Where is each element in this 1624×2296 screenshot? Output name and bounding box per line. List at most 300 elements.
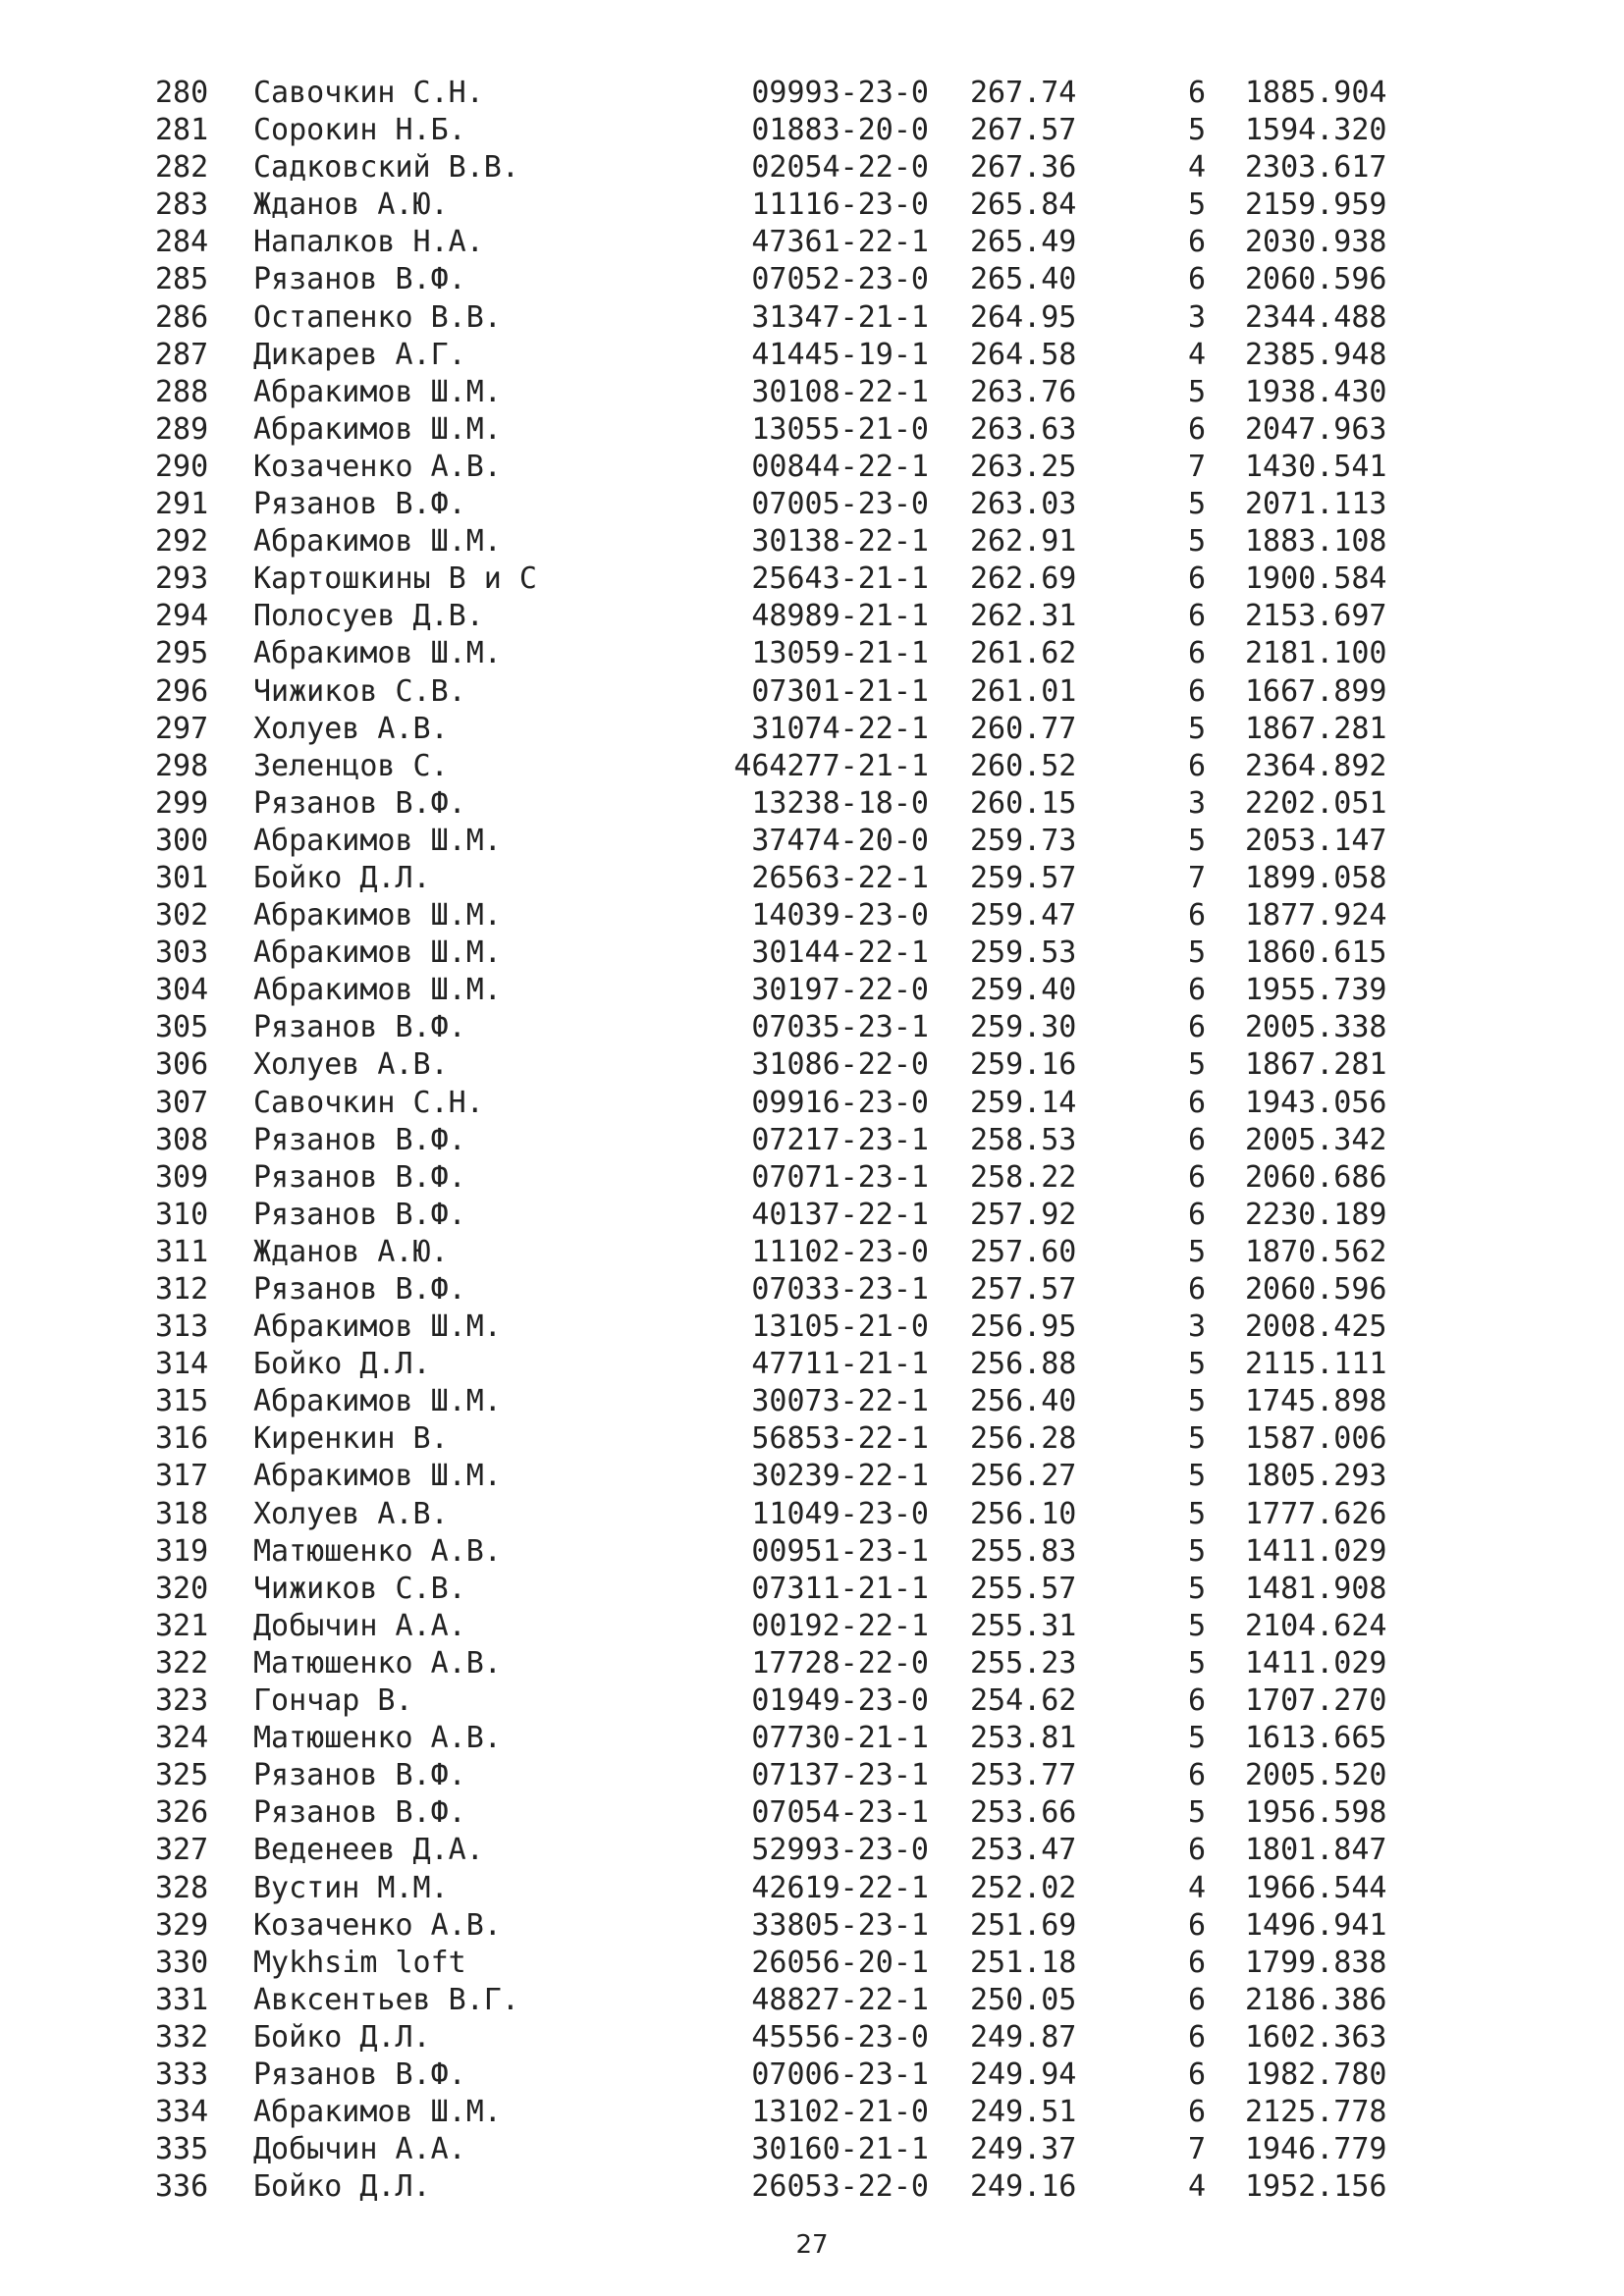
id-cell: 07005-23-0 [751, 487, 929, 522]
id-cell: 07730-21-1 [751, 1721, 929, 1756]
value-cell: 2303.617 [1245, 150, 1387, 186]
value-cell: 2202.051 [1245, 785, 1387, 821]
score-cell: 256.88 [970, 1347, 1077, 1382]
name-cell: Зеленцов С. [253, 748, 449, 783]
count-cell: 5 [1188, 1645, 1207, 1681]
score-cell: 267.57 [970, 113, 1077, 148]
rank-cell: 299 [155, 785, 209, 821]
count-cell: 4 [1188, 2169, 1207, 2205]
rank-cell: 306 [155, 1047, 209, 1083]
id-cell: 01883-20-0 [751, 113, 929, 148]
value-cell: 2005.520 [1245, 1758, 1387, 1793]
value-cell: 1777.626 [1245, 1496, 1387, 1531]
name-cell: Картошкины В и С [253, 561, 537, 597]
value-cell: 1956.598 [1245, 1795, 1387, 1831]
name-cell: Бойко Д.Л. [253, 860, 431, 895]
rank-cell: 310 [155, 1197, 209, 1232]
count-cell: 5 [1188, 1421, 1207, 1457]
id-cell: 13102-21-0 [751, 2095, 929, 2130]
id-cell: 07071-23-1 [751, 1159, 929, 1195]
table-row [0, 598, 1624, 635]
value-cell: 1602.363 [1245, 2019, 1387, 2055]
rank-cell: 315 [155, 1384, 209, 1419]
name-cell: Абракимов Ш.М. [253, 524, 502, 560]
value-cell: 1946.779 [1245, 2132, 1387, 2167]
name-cell: Абракимов Ш.М. [253, 1309, 502, 1345]
count-cell: 6 [1188, 561, 1207, 597]
id-cell: 45556-23-0 [751, 2019, 929, 2055]
id-cell: 30108-22-1 [751, 374, 929, 409]
count-cell: 6 [1188, 1085, 1207, 1120]
table-row [0, 187, 1624, 224]
id-cell: 26563-22-1 [751, 860, 929, 895]
rank-cell: 282 [155, 150, 209, 186]
id-cell: 30197-22-0 [751, 973, 929, 1008]
table-row [0, 1757, 1624, 1794]
score-cell: 256.95 [970, 1309, 1077, 1345]
id-cell: 31347-21-1 [751, 299, 929, 335]
rank-cell: 305 [155, 1010, 209, 1045]
name-cell: Сорокин Н.Б. [253, 113, 466, 148]
rank-cell: 334 [155, 2095, 209, 2130]
name-cell: Чижиков С.В. [253, 673, 466, 709]
table-row [0, 1608, 1624, 1645]
score-cell: 260.52 [970, 748, 1077, 783]
table-row [0, 934, 1624, 972]
name-cell: Бойко Д.Л. [253, 1347, 431, 1382]
rank-cell: 333 [155, 2056, 209, 2092]
score-cell: 249.51 [970, 2095, 1077, 2130]
id-cell: 26056-20-1 [751, 1945, 929, 1980]
name-cell: Абракимов Ш.М. [253, 1459, 502, 1494]
value-cell: 2008.425 [1245, 1309, 1387, 1345]
table-row [0, 1009, 1624, 1046]
rank-cell: 284 [155, 225, 209, 260]
score-cell: 253.66 [970, 1795, 1077, 1831]
id-cell: 11116-23-0 [751, 187, 929, 223]
name-cell: Холуев А.В. [253, 1496, 449, 1531]
count-cell: 6 [1188, 636, 1207, 671]
score-cell: 251.18 [970, 1945, 1077, 1980]
table-row [0, 1420, 1624, 1458]
score-cell: 259.73 [970, 823, 1077, 858]
name-cell: Жданов А.Ю. [253, 1234, 449, 1269]
name-cell: Вустин М.М. [253, 1870, 449, 1905]
id-cell: 00844-22-1 [751, 449, 929, 484]
count-cell: 7 [1188, 449, 1207, 484]
id-cell: 07006-23-1 [751, 2056, 929, 2092]
results-table [0, 75, 1624, 2206]
table-row [0, 823, 1624, 860]
table-row [0, 2131, 1624, 2168]
count-cell: 6 [1188, 1122, 1207, 1157]
count-cell: 6 [1188, 2056, 1207, 2092]
score-cell: 262.91 [970, 524, 1077, 560]
value-cell: 1877.924 [1245, 898, 1387, 934]
count-cell: 5 [1188, 935, 1207, 971]
count-cell: 5 [1188, 524, 1207, 560]
table-row [0, 1458, 1624, 1495]
value-cell: 2159.959 [1245, 187, 1387, 223]
value-cell: 2364.892 [1245, 748, 1387, 783]
table-row [0, 860, 1624, 897]
name-cell: Рязанов В.Ф. [253, 785, 466, 821]
value-cell: 2230.189 [1245, 1197, 1387, 1232]
value-cell: 1667.899 [1245, 673, 1387, 709]
id-cell: 30160-21-1 [751, 2132, 929, 2167]
id-cell: 48827-22-1 [751, 1982, 929, 2017]
table-row [0, 897, 1624, 934]
score-cell: 255.57 [970, 1571, 1077, 1606]
rank-cell: 304 [155, 973, 209, 1008]
id-cell: 13238-18-0 [751, 785, 929, 821]
score-cell: 255.23 [970, 1645, 1077, 1681]
table-row [0, 561, 1624, 598]
rank-cell: 283 [155, 187, 209, 223]
score-cell: 257.92 [970, 1197, 1077, 1232]
id-cell: 13055-21-0 [751, 411, 929, 447]
score-cell: 256.28 [970, 1421, 1077, 1457]
value-cell: 1952.156 [1245, 2169, 1387, 2205]
rank-cell: 316 [155, 1421, 209, 1457]
count-cell: 5 [1188, 1533, 1207, 1569]
count-cell: 6 [1188, 1945, 1207, 1980]
count-cell: 6 [1188, 1758, 1207, 1793]
score-cell: 257.57 [970, 1272, 1077, 1307]
table-row [0, 261, 1624, 298]
table-row [0, 1197, 1624, 1234]
score-cell: 259.47 [970, 898, 1077, 934]
value-cell: 1411.029 [1245, 1645, 1387, 1681]
name-cell: Холуев А.В. [253, 1047, 449, 1083]
table-row [0, 1496, 1624, 1533]
name-cell: Mykhsim loft [253, 1945, 466, 1980]
count-cell: 6 [1188, 411, 1207, 447]
table-row [0, 1945, 1624, 1982]
count-cell: 6 [1188, 2019, 1207, 2055]
name-cell: Абракимов Ш.М. [253, 973, 502, 1008]
value-cell: 1594.320 [1245, 113, 1387, 148]
rank-cell: 313 [155, 1309, 209, 1345]
name-cell: Остапенко В.В. [253, 299, 502, 335]
table-row [0, 1571, 1624, 1608]
id-cell: 41445-19-1 [751, 337, 929, 372]
value-cell: 1745.898 [1245, 1384, 1387, 1419]
rank-cell: 291 [155, 487, 209, 522]
table-row [0, 673, 1624, 711]
table-row [0, 1533, 1624, 1571]
value-cell: 2053.147 [1245, 823, 1387, 858]
value-cell: 1900.584 [1245, 561, 1387, 597]
id-cell: 56853-22-1 [751, 1421, 929, 1457]
name-cell: Веденеев Д.А. [253, 1833, 484, 1868]
score-cell: 253.81 [970, 1721, 1077, 1756]
value-cell: 2060.686 [1245, 1159, 1387, 1195]
table-row [0, 149, 1624, 187]
rank-cell: 312 [155, 1272, 209, 1307]
table-row [0, 1085, 1624, 1122]
count-cell: 7 [1188, 2132, 1207, 2167]
count-cell: 6 [1188, 2095, 1207, 2130]
rank-cell: 289 [155, 411, 209, 447]
value-cell: 1938.430 [1245, 374, 1387, 409]
name-cell: Гончар В. [253, 1683, 413, 1719]
score-cell: 259.14 [970, 1085, 1077, 1120]
rank-cell: 292 [155, 524, 209, 560]
id-cell: 25643-21-1 [751, 561, 929, 597]
name-cell: Абракимов Ш.М. [253, 898, 502, 934]
value-cell: 2125.778 [1245, 2095, 1387, 2130]
name-cell: Рязанов В.Ф. [253, 1122, 466, 1157]
value-cell: 1805.293 [1245, 1459, 1387, 1494]
count-cell: 5 [1188, 374, 1207, 409]
table-row [0, 1982, 1624, 2019]
name-cell: Абракимов Ш.М. [253, 2095, 502, 2130]
name-cell: Рязанов В.Ф. [253, 1197, 466, 1232]
rank-cell: 290 [155, 449, 209, 484]
value-cell: 1587.006 [1245, 1421, 1387, 1457]
count-cell: 5 [1188, 1496, 1207, 1531]
id-cell: 07035-23-1 [751, 1010, 929, 1045]
table-row [0, 449, 1624, 486]
count-cell: 5 [1188, 1047, 1207, 1083]
count-cell: 6 [1188, 1197, 1207, 1232]
value-cell: 1867.281 [1245, 1047, 1387, 1083]
table-row [0, 748, 1624, 785]
table-row [0, 1794, 1624, 1832]
name-cell: Садковский В.В. [253, 150, 519, 186]
value-cell: 2153.697 [1245, 599, 1387, 634]
value-cell: 2047.963 [1245, 411, 1387, 447]
rank-cell: 323 [155, 1683, 209, 1719]
id-cell: 30138-22-1 [751, 524, 929, 560]
id-cell: 31086-22-0 [751, 1047, 929, 1083]
id-cell: 00951-23-1 [751, 1533, 929, 1569]
score-cell: 249.87 [970, 2019, 1077, 2055]
id-cell: 33805-23-1 [751, 1907, 929, 1943]
name-cell: Рязанов В.Ф. [253, 1795, 466, 1831]
id-cell: 11102-23-0 [751, 1234, 929, 1269]
score-cell: 250.05 [970, 1982, 1077, 2017]
name-cell: Чижиков С.В. [253, 1571, 466, 1606]
count-cell: 5 [1188, 1795, 1207, 1831]
id-cell: 42619-22-1 [751, 1870, 929, 1905]
rank-cell: 309 [155, 1159, 209, 1195]
rank-cell: 331 [155, 1982, 209, 2017]
table-row [0, 411, 1624, 449]
score-cell: 259.30 [970, 1010, 1077, 1045]
rank-cell: 303 [155, 935, 209, 971]
value-cell: 1899.058 [1245, 860, 1387, 895]
score-cell: 255.83 [970, 1533, 1077, 1569]
table-row [0, 1383, 1624, 1420]
rank-cell: 302 [155, 898, 209, 934]
count-cell: 5 [1188, 1571, 1207, 1606]
name-cell: Абракимов Ш.М. [253, 823, 502, 858]
id-cell: 48989-21-1 [751, 599, 929, 634]
table-row [0, 1271, 1624, 1308]
id-cell: 07054-23-1 [751, 1795, 929, 1831]
name-cell: Полосуев Д.В. [253, 599, 484, 634]
score-cell: 256.27 [970, 1459, 1077, 1494]
count-cell: 6 [1188, 262, 1207, 297]
score-cell: 265.40 [970, 262, 1077, 297]
id-cell: 26053-22-0 [751, 2169, 929, 2205]
id-cell: 00192-22-1 [751, 1608, 929, 1643]
rank-cell: 307 [155, 1085, 209, 1120]
rank-cell: 326 [155, 1795, 209, 1831]
id-cell: 07137-23-1 [751, 1758, 929, 1793]
rank-cell: 324 [155, 1721, 209, 1756]
count-cell: 3 [1188, 785, 1207, 821]
rank-cell: 308 [155, 1122, 209, 1157]
rank-cell: 280 [155, 76, 209, 110]
rank-cell: 301 [155, 860, 209, 895]
count-cell: 6 [1188, 599, 1207, 634]
value-cell: 2005.338 [1245, 1010, 1387, 1045]
count-cell: 6 [1188, 1010, 1207, 1045]
count-cell: 6 [1188, 225, 1207, 260]
name-cell: Матюшенко А.В. [253, 1645, 502, 1681]
count-cell: 5 [1188, 1384, 1207, 1419]
table-row [0, 224, 1624, 261]
name-cell: Абракимов Ш.М. [253, 411, 502, 447]
score-cell: 249.37 [970, 2132, 1077, 2167]
count-cell: 5 [1188, 113, 1207, 148]
score-cell: 262.69 [970, 561, 1077, 597]
rank-cell: 332 [155, 2019, 209, 2055]
score-cell: 260.77 [970, 711, 1077, 746]
score-cell: 260.15 [970, 785, 1077, 821]
count-cell: 6 [1188, 1683, 1207, 1719]
score-cell: 265.49 [970, 225, 1077, 260]
score-cell: 259.16 [970, 1047, 1077, 1083]
count-cell: 4 [1188, 337, 1207, 372]
value-cell: 1883.108 [1245, 524, 1387, 560]
table-row [0, 1234, 1624, 1271]
id-cell: 13059-21-1 [751, 636, 929, 671]
page-number: 27 [795, 2230, 829, 2260]
rank-cell: 293 [155, 561, 209, 597]
id-cell: 07217-23-1 [751, 1122, 929, 1157]
table-row [0, 1122, 1624, 1159]
rank-cell: 322 [155, 1645, 209, 1681]
name-cell: Бойко Д.Л. [253, 2169, 431, 2205]
name-cell: Козаченко А.В. [253, 449, 502, 484]
name-cell: Савочкин С.Н. [253, 76, 484, 110]
score-cell: 264.95 [970, 299, 1077, 335]
name-cell: Рязанов В.Ф. [253, 1758, 466, 1793]
value-cell: 1707.270 [1245, 1683, 1387, 1719]
score-cell: 264.58 [970, 337, 1077, 372]
count-cell: 5 [1188, 711, 1207, 746]
name-cell: Добычин А.А. [253, 1608, 466, 1643]
score-cell: 253.47 [970, 1833, 1077, 1868]
name-cell: Жданов А.Ю. [253, 187, 449, 223]
count-cell: 5 [1188, 823, 1207, 858]
name-cell: Абракимов Ш.М. [253, 374, 502, 409]
value-cell: 2060.596 [1245, 1272, 1387, 1307]
table-row [0, 2094, 1624, 2131]
rank-cell: 319 [155, 1533, 209, 1569]
table-row [0, 2019, 1624, 2056]
name-cell: Авксентьев В.Г. [253, 1982, 519, 2017]
value-cell: 1885.904 [1245, 76, 1387, 110]
score-cell: 261.62 [970, 636, 1077, 671]
value-cell: 1955.739 [1245, 973, 1387, 1008]
table-row [0, 1046, 1624, 1084]
count-cell: 5 [1188, 1234, 1207, 1269]
count-cell: 5 [1188, 1608, 1207, 1643]
id-cell: 37474-20-0 [751, 823, 929, 858]
id-cell: 31074-22-1 [751, 711, 929, 746]
rank-cell: 285 [155, 262, 209, 297]
rank-cell: 320 [155, 1571, 209, 1606]
rank-cell: 311 [155, 1234, 209, 1269]
value-cell: 1799.838 [1245, 1945, 1387, 1980]
count-cell: 6 [1188, 76, 1207, 110]
id-cell: 09993-23-0 [751, 76, 929, 110]
score-cell: 252.02 [970, 1870, 1077, 1905]
table-row [0, 112, 1624, 149]
id-cell: 09916-23-0 [751, 1085, 929, 1120]
name-cell: Козаченко А.В. [253, 1907, 502, 1943]
table-row [0, 1832, 1624, 1869]
score-cell: 259.57 [970, 860, 1077, 895]
score-cell: 261.01 [970, 673, 1077, 709]
count-cell: 5 [1188, 1721, 1207, 1756]
count-cell: 6 [1188, 1907, 1207, 1943]
value-cell: 2071.113 [1245, 487, 1387, 522]
value-cell: 1867.281 [1245, 711, 1387, 746]
id-cell: 13105-21-0 [751, 1309, 929, 1345]
rank-cell: 300 [155, 823, 209, 858]
value-cell: 2104.624 [1245, 1608, 1387, 1643]
score-cell: 251.69 [970, 1907, 1077, 1943]
score-cell: 257.60 [970, 1234, 1077, 1269]
id-cell: 17728-22-0 [751, 1645, 929, 1681]
score-cell: 258.53 [970, 1122, 1077, 1157]
rank-cell: 318 [155, 1496, 209, 1531]
table-row [0, 1907, 1624, 1945]
rank-cell: 329 [155, 1907, 209, 1943]
value-cell: 1481.908 [1245, 1571, 1387, 1606]
count-cell: 6 [1188, 973, 1207, 1008]
table-row [0, 972, 1624, 1009]
id-cell: 464277-21-1 [733, 748, 929, 783]
rank-cell: 286 [155, 299, 209, 335]
table-row [0, 2056, 1624, 2094]
table-row [0, 1682, 1624, 1720]
rank-cell: 317 [155, 1459, 209, 1494]
id-cell: 47361-22-1 [751, 225, 929, 260]
rank-cell: 336 [155, 2169, 209, 2205]
score-cell: 262.31 [970, 599, 1077, 634]
score-cell: 256.40 [970, 1384, 1077, 1419]
rank-cell: 296 [155, 673, 209, 709]
table-row [0, 1645, 1624, 1682]
rank-cell: 281 [155, 113, 209, 148]
name-cell: Рязанов В.Ф. [253, 1272, 466, 1307]
rank-cell: 295 [155, 636, 209, 671]
name-cell: Рязанов В.Ф. [253, 1010, 466, 1045]
value-cell: 2005.342 [1245, 1122, 1387, 1157]
count-cell: 3 [1188, 1309, 1207, 1345]
name-cell: Добычин А.А. [253, 2132, 466, 2167]
count-cell: 3 [1188, 299, 1207, 335]
table-row [0, 711, 1624, 748]
rank-cell: 288 [155, 374, 209, 409]
